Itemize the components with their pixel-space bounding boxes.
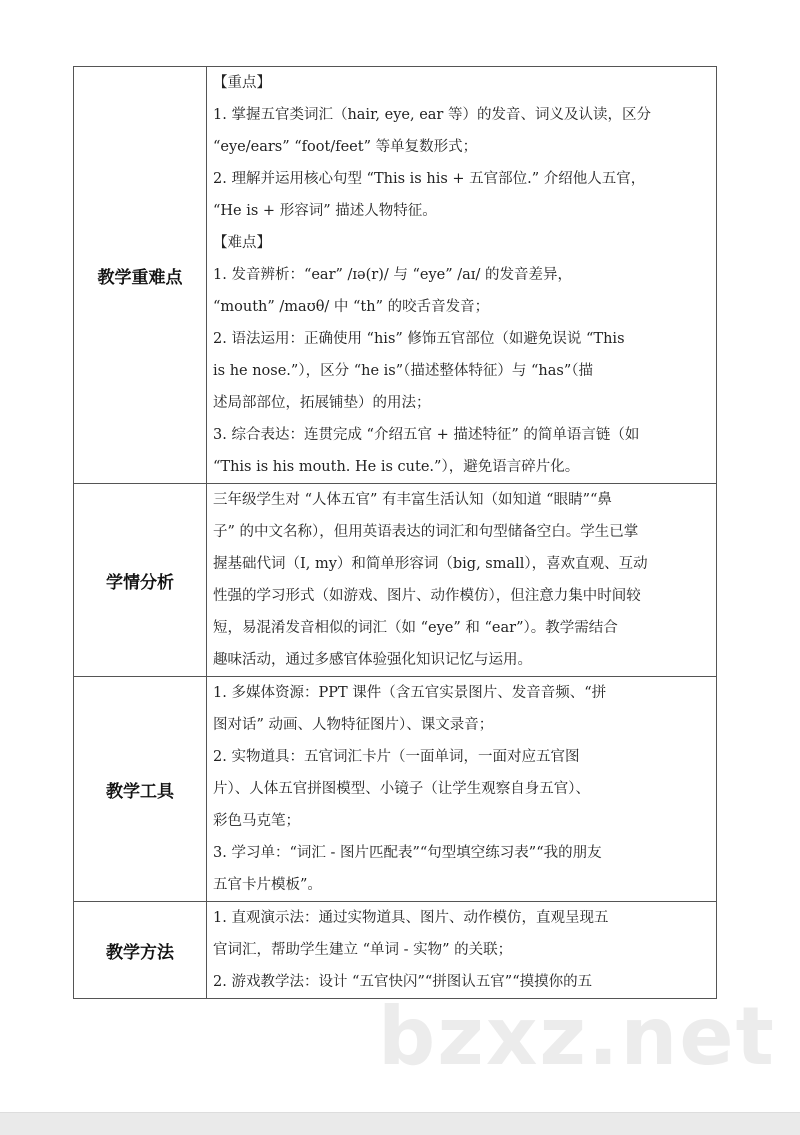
text-line: 性强的学习形式（如游戏、图片、动作模仿），但注意力集中时间较 [213, 588, 641, 604]
text-line: 2. 实物道具：五官词汇卡片（一面单词，一面对应五官图 [213, 749, 580, 765]
text-line: 图对话” 动画、人物特征图片）、课文录音； [213, 717, 494, 733]
text-line: is he nose.”），区分 “he is”（描述整体特征）与 “has”（描 [213, 363, 593, 379]
text-line: 彩色马克笔； [213, 813, 300, 829]
text-line: 短，易混淆发音相似的词汇（如 “eye” 和 “ear”）。教学需结合 [213, 620, 618, 636]
row-teaching-methods [74, 902, 717, 999]
text-line: “eye/ears” “foot/feet” 等单复数形式； [213, 139, 478, 155]
lesson-plan-table [73, 66, 717, 999]
row-teaching-tools [74, 677, 717, 902]
row-student-analysis [74, 484, 717, 677]
text-line: 握基础代词（I, my）和简单形容词（big, small），喜欢直观、互动 [213, 556, 648, 572]
row-content [207, 67, 717, 484]
text-line: 2. 理解并运用核心句型 “This is his + 五官部位.” 介绍他人五官， [213, 171, 646, 187]
text-line: 述局部部位，拓展铺垫）的用法； [213, 395, 431, 411]
text-line: 官词汇，帮助学生建立 “单词 - 实物” 的关联； [213, 942, 513, 958]
text-line: “This is his mouth. He is cute.”），避免语言碎片化。 [213, 459, 580, 475]
text-line: 1. 直观演示法：通过实物道具、图片、动作模仿，直观呈现五 [213, 910, 609, 926]
text-line: “He is + 形容词” 描述人物特征。 [213, 203, 437, 219]
text-line: 片）、人体五官拼图模型、小镜子（让学生观察自身五官）、 [213, 781, 590, 797]
text-line: 五官卡片模板”。 [213, 877, 322, 893]
row-label: 学情分析 [74, 484, 207, 677]
text-line: 1. 多媒体资源：PPT 课件（含五官实景图片、发音音频、“拼 [213, 685, 607, 701]
bottom-scroll-bar[interactable] [0, 1112, 800, 1135]
row-content [207, 902, 717, 999]
text-line: 【重点】 [213, 75, 271, 91]
text-line: 三年级学生对 “人体五官” 有丰富生活认知（如知道 “眼睛”“鼻 [213, 492, 612, 508]
text-line: 【难点】 [213, 235, 271, 251]
row-content [207, 677, 717, 902]
text-line: 1. 掌握五官类词汇（hair, eye, ear 等）的发音、词义及认读，区分 [213, 107, 651, 123]
row-content [207, 484, 717, 677]
row-label: 教学重难点 [74, 67, 207, 484]
text-line: 2. 语法运用：正确使用 “his” 修饰五官部位（如避免误说 “This [213, 331, 625, 347]
row-label: 教学方法 [74, 902, 207, 999]
row-key-difficult-points [74, 67, 717, 484]
text-line: 2. 游戏教学法：设计 “五官快闪”“拼图认五官”“摸摸你的五 [213, 974, 593, 990]
text-line: 子” 的中文名称），但用英语表达的词汇和句型储备空白。学生已掌 [213, 524, 639, 540]
row-label: 教学工具 [74, 677, 207, 902]
text-line: 1. 发音辨析：“ear” /ɪə(r)/ 与 “eye” /aɪ/ 的发音差异， [213, 267, 572, 283]
text-line: 3. 学习单：“词汇 - 图片匹配表”“句型填空练习表”“我的朋友 [213, 845, 602, 861]
text-line: “mouth” /maʊθ/ 中 “th” 的咬舌音发音； [213, 299, 490, 315]
text-line: 趣味活动，通过多感官体验强化知识记忆与运用。 [213, 652, 532, 668]
watermark: bzxz.net [378, 990, 776, 1083]
text-line: 3. 综合表达：连贯完成 “介绍五官 + 描述特征” 的简单语言链（如 [213, 427, 640, 443]
